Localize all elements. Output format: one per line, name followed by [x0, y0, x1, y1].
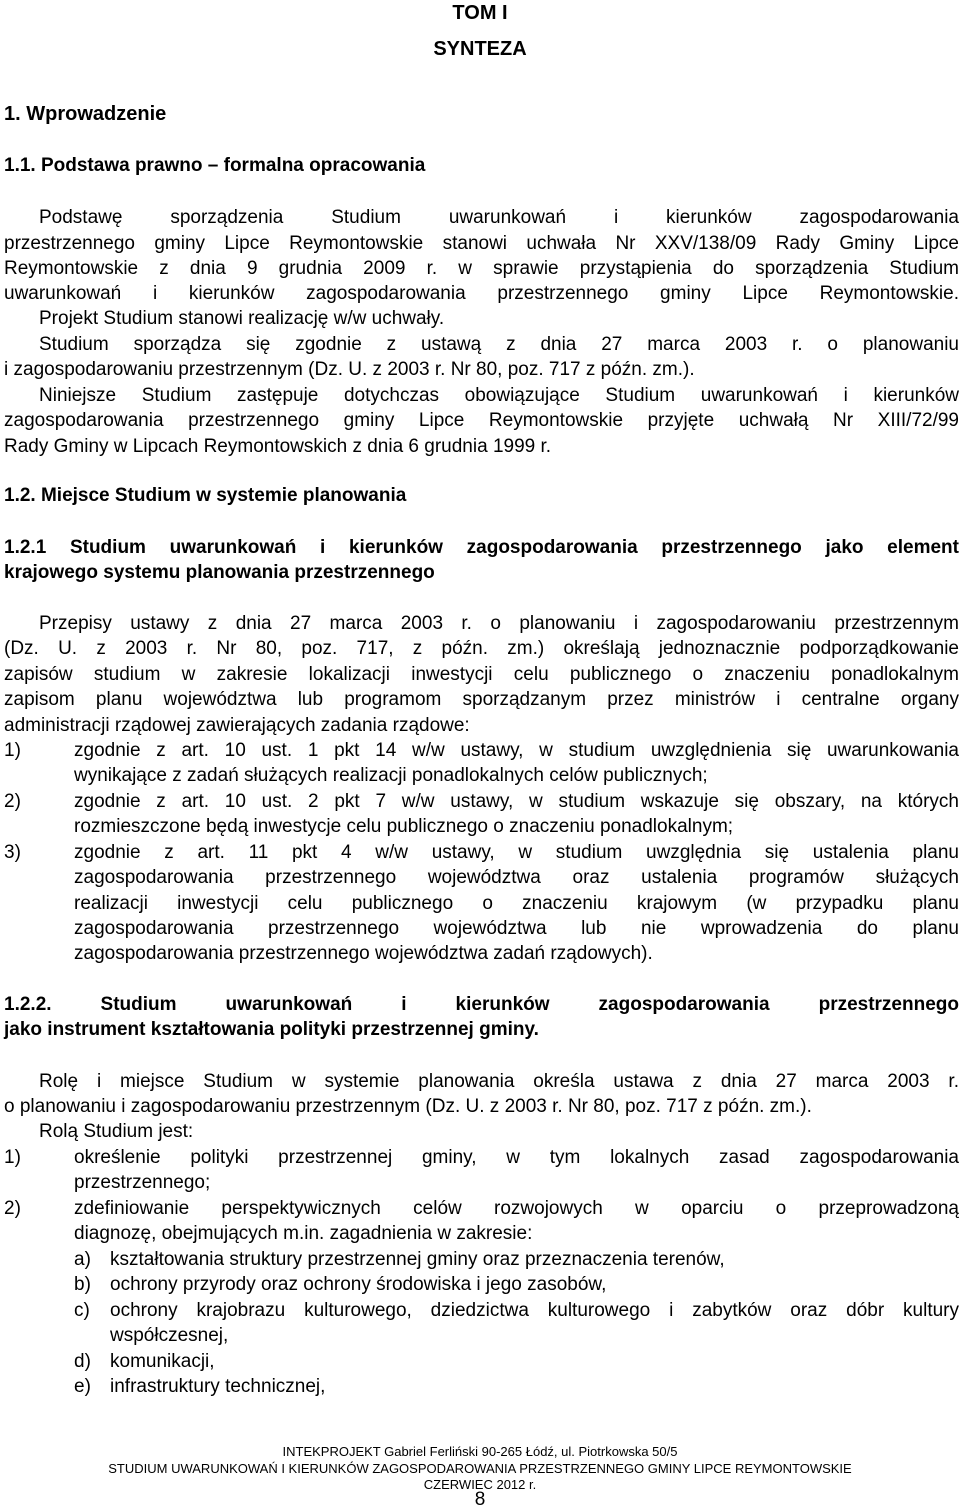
list-item-number: 1) [4, 1147, 21, 1168]
paragraph-line: o planowaniu i zagospodarowaniu przestrzennym (Dz. U. z 2003 r. Nr 80, poz. 717 z późn. zm.). [4, 1096, 812, 1117]
list-item-text: rozmieszczone będą inwestycje celu publicznego o znaczeniu ponadlokalnym; [74, 816, 734, 837]
list-item-text: zagospodarowania przestrzennego województwa oraz ustalenia programów służących [74, 867, 959, 888]
section-1-2-1-heading: 1.2.1 Studium uwarunkowań i kierunków zagospodarowania przestrzennego jako element [4, 537, 959, 558]
list-item-text: wynikające z zadań służących realizacji ponadlokalnych celów publicznych; [74, 765, 708, 786]
footer-company: INTEKPROJEKT Gabriel Ferliński 90-265 Łódź, ul. Piotrkowska 50/5 [282, 1444, 678, 1459]
paragraph-line: i zagospodarowaniu przestrzennym (Dz. U. z 2003 r. Nr 80, poz. 717 z późn. zm.). [4, 359, 695, 380]
section-1-2-2-heading: 1.2.2. Studium uwarunkowań i kierunków zagospodarowania przestrzennego [4, 994, 959, 1015]
sublist-item-text: komunikacji, [110, 1351, 215, 1372]
sublist-item-letter: e) [74, 1376, 91, 1397]
sublist-item-letter: c) [74, 1300, 90, 1321]
paragraph-line: przestrzennego gminy Lipce Reymontowskie stanowi uchwała Nr XXV/138/09 Rady Gminy Lipce [4, 233, 959, 254]
paragraph-line: Projekt Studium stanowi realizację w/w uchwały. [39, 308, 445, 329]
paragraph-line: administracji rządowej zawierających zadania rządowe: [4, 715, 470, 736]
list-item-text: zagospodarowania przestrzennego województwa lub nie wprowadzenia do planu [74, 918, 959, 939]
section-1-heading: 1. Wprowadzenie [4, 103, 167, 125]
volume-heading: TOM I [452, 2, 508, 24]
paragraph-line: Podstawę sporządzenia Studium uwarunkowań i kierunków zagospodarowania [39, 207, 959, 228]
synthesis-heading: SYNTEZA [433, 38, 527, 60]
paragraph-line: zagospodarowania przestrzennego gminy Lipce Reymontowskie przyjęte uchwałą Nr XIII/72/99 [4, 410, 959, 431]
list-item-number: 2) [4, 1198, 21, 1219]
sublist-item-text: współczesnej, [110, 1325, 229, 1346]
paragraph-line: Rady Gminy w Lipcach Reymontowskich z dnia 6 grudnia 1999 r. [4, 436, 552, 457]
paragraph-line: zapisom planu województwa lub programom sporządzanym przez ministrów i centralne organy [4, 689, 959, 710]
sublist-item-letter: d) [74, 1351, 91, 1372]
list-item-number: 2) [4, 791, 21, 812]
paragraph-line: Studium sporządza się zgodnie z ustawą z dnia 27 marca 2003 r. o planowaniu [39, 334, 959, 355]
paragraph-line: (Dz. U. z 2003 r. Nr 80, poz. 717, z późn. zm.) określają jednoznacznie podporządkowanie [4, 638, 959, 659]
sublist-item-text: infrastruktury technicznej, [110, 1376, 326, 1397]
section-1-2-heading: 1.2. Miejsce Studium w systemie planowania [4, 485, 407, 506]
footer-date: CZERWIEC 2012 r. [423, 1477, 537, 1492]
list-item-text: zgodnie z art. 11 pkt 4 w/w ustawy, w studium uwzględnia się ustalenia planu [74, 842, 959, 863]
list-item-text: zgodnie z art. 10 ust. 1 pkt 14 w/w ustawy, w studium uwzględnienia się uwarunkowania [74, 740, 959, 761]
sublist-item-letter: a) [74, 1249, 91, 1270]
list-item-text: diagnozę, obejmujących m.in. zagadnienia w zakresie: [74, 1223, 533, 1244]
paragraph-line: Przepisy ustawy z dnia 27 marca 2003 r. o planowaniu i zagospodarowaniu przestrzennym [39, 613, 959, 634]
sublist-item-text: kształtowania struktury przestrzennej gminy oraz przeznaczenia terenów, [110, 1249, 725, 1270]
paragraph-line: Reymontowskie z dnia 9 grudnia 2009 r. w sprawie przystąpienia do sporządzenia Studium [4, 258, 959, 279]
sublist-item-text: ochrony krajobrazu kulturowego, dziedzictwa kulturowego i zabytków oraz dóbr kultury [110, 1300, 959, 1321]
paragraph-line: Rolę i miejsce Studium w systemie planowania określa ustawa z dnia 27 marca 2003 r. [39, 1071, 959, 1092]
paragraph-line: Niniejsze Studium zastępuje dotychczas obowiązujące Studium uwarunkowań i kierunków [39, 385, 959, 406]
list-item-text: zagospodarowania przestrzennego województwa zadań rządowych). [74, 943, 653, 964]
paragraph-line: zapisów studium w zakresie lokalizacji inwestycji celu publicznego o znaczeniu ponadlokalnym [4, 664, 959, 685]
list-item-text: zdefiniowanie perspektywicznych celów rozwojowych w oparciu o przeprowadzoną [74, 1198, 959, 1219]
paragraph-line: Rolą Studium jest: [39, 1121, 194, 1142]
section-1-2-2-heading-cont: jako instrument kształtowania polityki przestrzennej gminy. [4, 1019, 539, 1040]
sublist-item-text: ochrony przyrody oraz ochrony środowiska i jego zasobów, [110, 1274, 607, 1295]
list-item-text: zgodnie z art. 10 ust. 2 pkt 7 w/w ustawy, w studium wskazuje się obszary, na których [74, 791, 959, 812]
list-item-text: realizacji inwestycji celu publicznego o znaczeniu krajowym (w przypadku planu [74, 893, 959, 914]
paragraph-line: uwarunkowań i kierunków zagospodarowania przestrzennego gminy Lipce Reymontowskie. [4, 283, 959, 304]
list-item-text: określenie polityki przestrzennej gminy, w tym lokalnych zasad zagospodarowania [74, 1147, 959, 1168]
section-1-2-1-heading-cont: krajowego systemu planowania przestrzennego [4, 562, 435, 583]
sublist-item-letter: b) [74, 1274, 91, 1295]
section-1-1-heading: 1.1. Podstawa prawno – formalna opracowania [4, 155, 426, 176]
footer-title: STUDIUM UWARUNKOWAŃ I KIERUNKÓW ZAGOSPODAROWANIA PRZESTRZENNEGO GMINY LIPCE REYMONTOWSKIE [108, 1461, 852, 1476]
list-item-number: 1) [4, 740, 21, 761]
list-item-text: przestrzennego; [74, 1172, 211, 1193]
list-item-number: 3) [4, 842, 21, 863]
page-number: 8 [474, 1489, 486, 1510]
